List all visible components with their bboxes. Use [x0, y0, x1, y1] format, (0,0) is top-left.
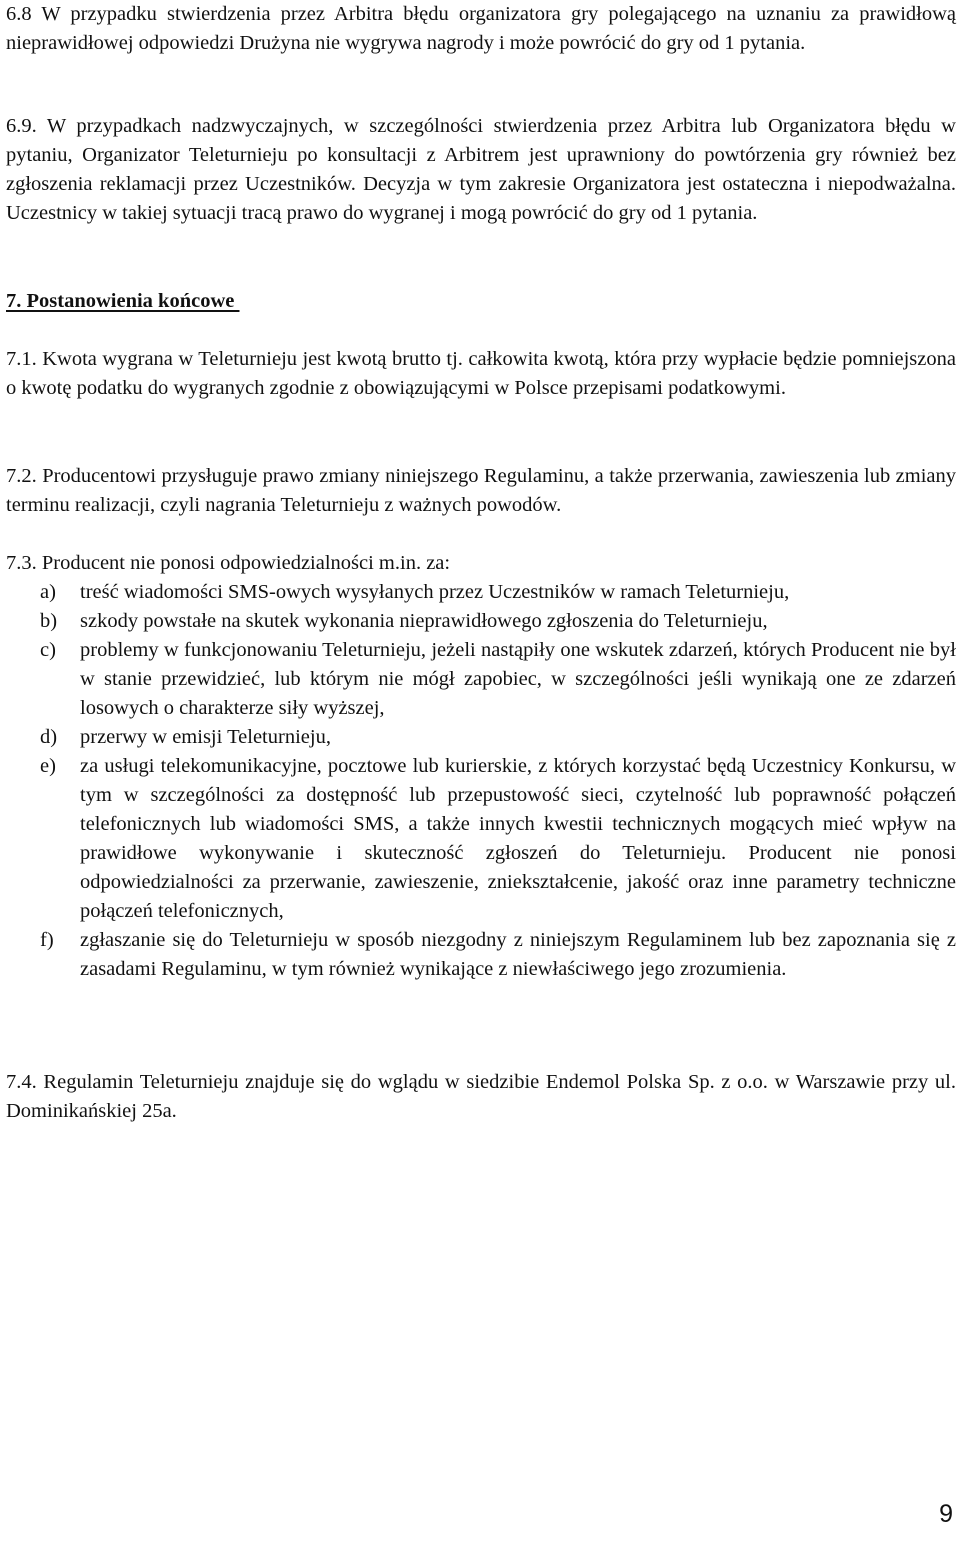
- paragraph-7-4: 7.4. Regulamin Teleturnieju znajduje się do wglądu w siedzibie Endemol Polska Sp. z o.o. w Warszawie przy ul. Dominikańskiej 25a.: [6, 1071, 956, 1122]
- list-marker: b): [40, 610, 58, 632]
- paragraph-6-8: 6.8 W przypadku stwierdzenia przez Arbitra błędu organizatora gry polegającego na uznaniu za prawidłową nieprawidłowej odpowiedzi Drużyna nie wygrywa nagrody i może powrócić do gry od 1 pytania.: [6, 3, 956, 54]
- list-item-text: za usługi telekomunikacyjne, pocztowe lub kurierskie, z których korzystać będą Uczestnicy Konkursu, w tym w szczególności za dostępność lub przepustowość sieci, czytelność lub poprawność połączeń telefonicznych lub wiadomości SMS, a także innych kwestii technicznych mogących mieć wpływ na prawidłowe wykonywanie i skuteczność zgłoszeń do Teleturnieju. Producent nie ponosi odpowiedzialności za przerwanie, zawieszenie, zniekształcenie, jakość oraz inne parametry techniczne połączeń telefonicznych,: [80, 755, 956, 922]
- list-marker: a): [40, 581, 56, 603]
- list-item-text: problemy w funkcjonowaniu Teleturnieju, jeżeli nastąpiły one wskutek zdarzeń, których Producent nie był w stanie przewidzieć, lub którym nie mógł zapobiec, w szczególności jeśli wynikają one ze zdarzeń losowych o charakterze siły wyższej,: [80, 639, 956, 719]
- section-7-3: [6, 549, 956, 984]
- list-item-c: [6, 636, 956, 723]
- paragraph-7-2: 7.2. Producentowi przysługuje prawo zmiany niniejszego Regulaminu, a także przerwania, zawieszenia lub zmiany terminu realizacji, czyli nagrania Teleturnieju z ważnych powodów.: [6, 465, 956, 516]
- list-marker: f): [40, 929, 54, 951]
- list-item-text: zgłaszanie się do Teleturnieju w sposób niezgodny z niniejszym Regulaminem lub bez zapoznania się z zasadami Regulaminu, w tym również wynikające z niewłaściwego jego zrozumienia.: [80, 929, 956, 980]
- list-item-e: [6, 752, 956, 926]
- list-item-text: treść wiadomości SMS-owych wysyłanych przez Uczestników w ramach Teleturnieju,: [80, 581, 790, 603]
- paragraph-6-9: 6.9. W przypadkach nadzwyczajnych, w szczególności stwierdzenia przez Arbitra lub Organizatora błędu w pytaniu, Organizator Teleturnieju po konsultacji z Arbitrem jest uprawniony do powtórzenia gry również bez zgłoszenia reklamacji przez Uczestników. Decyzja w tym zakresie Organizatora jest ostateczna i niepodważalna. Uczestnicy w takiej sytuacji tracą prawo do wygranej i mogą powrócić do gry od 1 pytania.: [6, 115, 956, 224]
- paragraph-7-1: 7.1. Kwota wygrana w Teleturnieju jest kwotą brutto tj. całkowita kwotą, która przy wypłacie będzie pomniejszona o kwotę podatku do wygranych zgodnie z obowiązującymi w Polsce przepisami podatkowymi.: [6, 348, 956, 399]
- page-number: 9: [939, 1500, 953, 1528]
- list-item-d: [6, 723, 956, 752]
- list-item-text: szkody powstałe na skutek wykonania nieprawidłowego zgłoszenia do Teleturnieju,: [80, 610, 768, 632]
- list-item-a: [6, 578, 956, 607]
- list-marker: d): [40, 726, 58, 748]
- list-marker: c): [40, 639, 56, 661]
- section-7-heading: 7. Postanowienia końcowe: [6, 290, 240, 312]
- list-item-text: przerwy w emisji Teleturnieju,: [80, 726, 331, 748]
- list-marker: e): [40, 755, 56, 777]
- list-7-3: [6, 578, 956, 984]
- list-item-f: [6, 926, 956, 984]
- list-item-b: [6, 607, 956, 636]
- paragraph-7-3-intro: 7.3. Producent nie ponosi odpowiedzialności m.in. za:: [6, 552, 451, 574]
